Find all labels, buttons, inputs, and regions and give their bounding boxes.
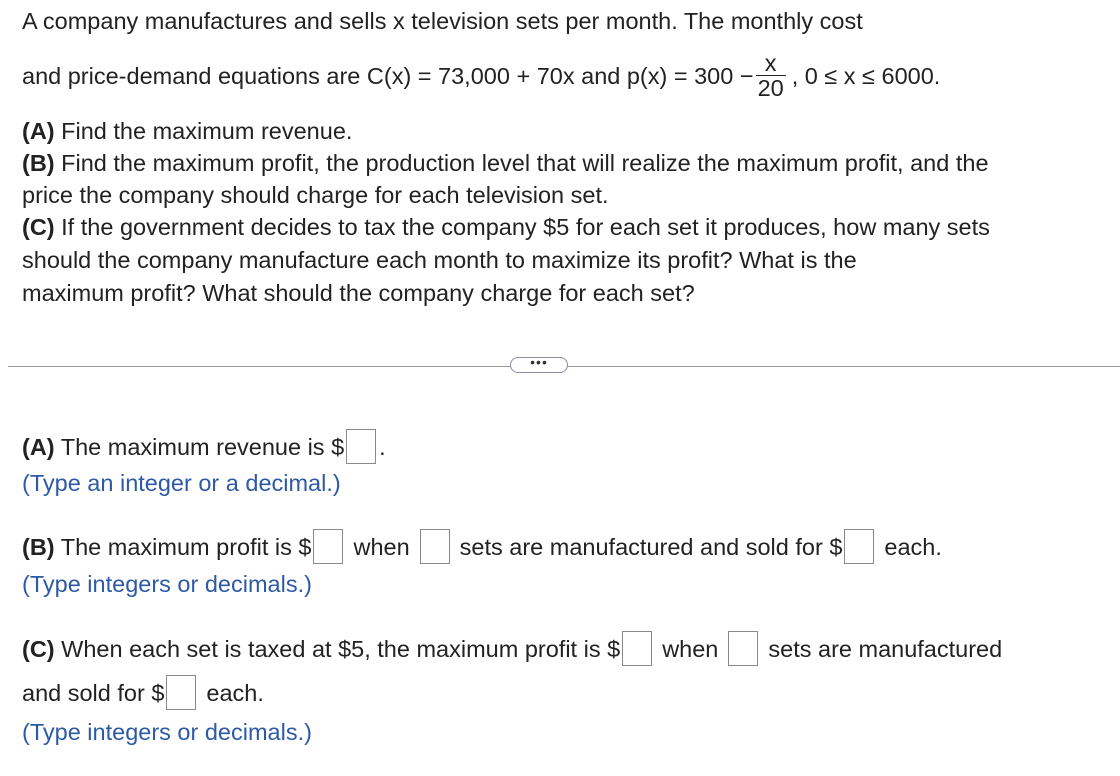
domain-text: , 0 ≤ x ≤ 6000. — [791, 63, 941, 89]
price-input[interactable] — [844, 529, 874, 564]
part-c-text-3: maximum profit? What should the company charge for each set? — [22, 280, 695, 306]
answer-a-text: The maximum revenue is $ — [54, 434, 345, 460]
answer-b-suffix: each. — [884, 534, 942, 560]
part-c-text-2: should the company manufacture each month to maximize its profit? What is the — [22, 247, 857, 273]
part-a-label: (A) — [22, 118, 55, 144]
answer-c-line2: and sold for $ — [22, 680, 165, 706]
answer-b-when: when — [353, 534, 410, 560]
equation-text: and price-demand equations are C(x) = 73,000 + 70x and p(x) = 300 − — [22, 63, 754, 89]
taxed-max-profit-input[interactable] — [622, 631, 652, 666]
answer-c-suffix: each. — [206, 680, 264, 706]
answer-c-label: (C) — [22, 636, 55, 662]
answer-c-row — [22, 631, 1002, 668]
taxed-price-input[interactable] — [166, 675, 196, 710]
answer-a-suffix: . — [379, 434, 386, 460]
answer-b-mid: sets are manufactured and sold for $ — [459, 534, 843, 560]
part-b-prompt-2 — [22, 181, 609, 209]
fraction — [756, 51, 786, 100]
part-b-prompt-1 — [22, 149, 989, 177]
part-c-prompt-1 — [22, 213, 990, 241]
part-b-text-2: price the company should charge for each television set. — [22, 182, 609, 208]
part-c-prompt-2 — [22, 246, 857, 274]
max-profit-input[interactable] — [313, 529, 343, 564]
problem-line-2 — [22, 50, 940, 102]
answer-b-row — [22, 529, 942, 566]
part-a-text: Find the maximum revenue. — [54, 118, 353, 144]
answer-b-hint: (Type integers or decimals.) — [22, 571, 312, 597]
fraction-denominator: 20 — [757, 75, 784, 102]
answer-b-text: The maximum profit is $ — [54, 534, 312, 560]
part-a-prompt — [22, 117, 352, 145]
max-revenue-input[interactable] — [346, 429, 376, 464]
problem-line-1 — [22, 7, 863, 35]
part-c-prompt-3 — [22, 279, 695, 307]
part-c-text: If the government decides to tax the company $5 for each set it produces, how many sets — [54, 214, 990, 240]
answer-a-label: (A) — [22, 434, 55, 460]
part-c-label: (C) — [22, 214, 55, 240]
part-b-label: (B) — [22, 150, 55, 176]
taxed-production-level-input[interactable] — [728, 631, 758, 666]
answer-c-row-2 — [22, 675, 264, 712]
production-level-input[interactable] — [420, 529, 450, 564]
answer-a-row — [22, 429, 386, 466]
answer-a-hint: (Type an integer or a decimal.) — [22, 470, 341, 496]
expand-more-button[interactable]: ••• — [510, 357, 568, 373]
answer-c-hint: (Type integers or decimals.) — [22, 719, 312, 745]
answer-c-when: when — [662, 636, 719, 662]
fraction-numerator: x — [764, 50, 777, 77]
answer-c-text: When each set is taxed at $5, the maximum profit is $ — [54, 636, 621, 662]
problem-text: A company manufactures and sells x television sets per month. The monthly cost — [22, 8, 863, 34]
answer-c-mid: sets are manufactured — [768, 636, 1003, 662]
answer-b-label: (B) — [22, 534, 55, 560]
part-b-text: Find the maximum profit, the production level that will realize the maximum profit, and the — [54, 150, 989, 176]
